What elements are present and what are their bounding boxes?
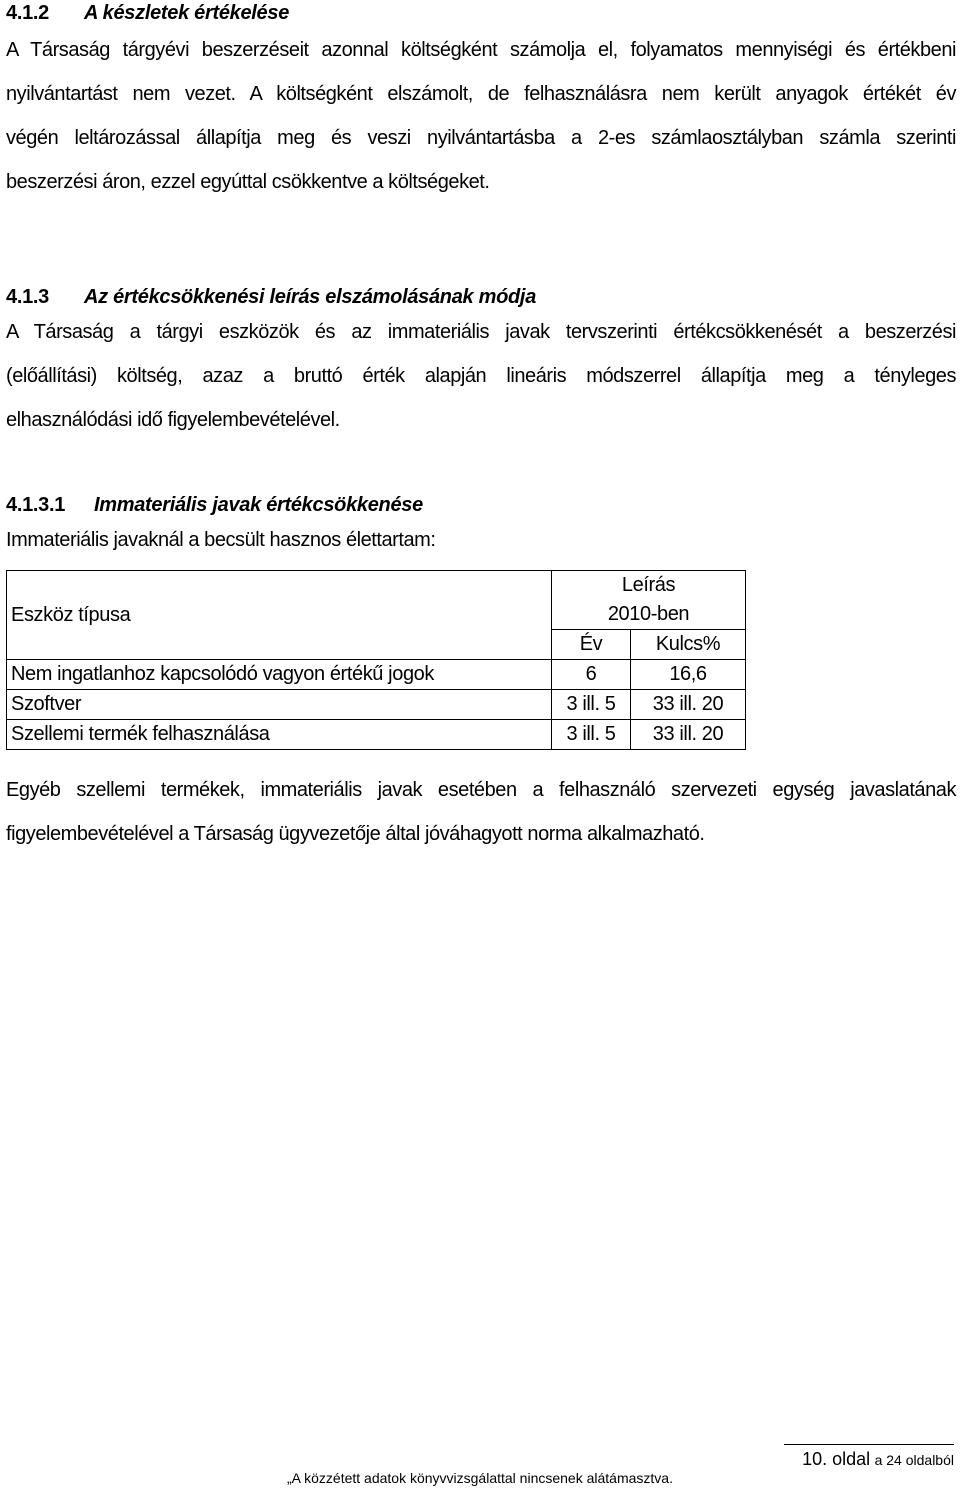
section-number: 4.1.2 (6, 2, 49, 24)
header-write-off-line1: Leírás (621, 574, 676, 596)
header-asset-type: Eszköz típusa (7, 571, 552, 660)
cell-year: 3 ill. 5 (552, 690, 631, 720)
cell-asset-type: Szoftver (7, 690, 552, 720)
paragraph-line: végén leltározással állapítja meg és veszi nyilvántartásba a 2-es számlaosztályban számla szerinti (6, 127, 956, 149)
header-rate: Kulcs% (631, 630, 746, 660)
paragraph-line: (előállítási) költség, azaz a bruttó érték alapján lineáris módszerrel állapítja meg a tényleges (6, 365, 956, 387)
section-heading-4-1-2 (6, 2, 289, 25)
cell-year: 6 (552, 660, 631, 690)
paragraph-inventory-valuation (6, 28, 956, 204)
cell-asset-type: Nem ingatlanhoz kapcsolódó vagyon értékű jogok (7, 660, 552, 690)
paragraph-line: A Társaság a tárgyi eszközök és az immateriális javak tervszerinti értékcsökkenését a beszerzési (6, 321, 956, 343)
paragraph-line: figyelembevételével a Társaság ügyvezetője által jóváhagyott norma alkalmazható. (6, 823, 705, 845)
section-title: Immateriális javak értékcsökkenése (94, 494, 423, 516)
cell-year: 3 ill. 5 (552, 720, 631, 750)
intro-text: Immateriális javaknál a becsült hasznos élettartam: (6, 529, 436, 551)
header-write-off (552, 571, 746, 630)
table-header-row (7, 571, 746, 630)
section-title: Az értékcsökkenési leírás elszámolásának módja (84, 286, 537, 308)
page-of: a 24 oldalból (874, 1452, 954, 1468)
section-heading-4-1-3-1 (6, 494, 423, 517)
cell-asset-type: Szellemi termék felhasználása (7, 720, 552, 750)
useful-life-table (6, 570, 746, 750)
section-heading-4-1-3 (6, 286, 536, 309)
header-year: Év (552, 630, 631, 660)
paragraph-closing (6, 768, 956, 856)
section-title: A készletek értékelése (84, 2, 290, 24)
paragraph-intro (6, 520, 956, 560)
section-number: 4.1.3.1 (6, 494, 66, 516)
paragraph-line: nyilvántartást nem vezet. A költségként elszámolt, de felhasználásra nem került anyagok értékét év (6, 83, 956, 105)
paragraph-line: beszerzési áron, ezzel egyúttal csökkentve a költségeket. (6, 171, 490, 193)
cell-rate: 16,6 (631, 660, 746, 690)
table-row (7, 690, 746, 720)
paragraph-depreciation-method (6, 310, 956, 442)
paragraph-line: Egyéb szellemi termékek, immateriális javak esetében a felhasználó szervezeti egység javaslatának (6, 779, 956, 801)
section-number: 4.1.3 (6, 286, 49, 308)
cell-rate: 33 ill. 20 (631, 720, 746, 750)
header-write-off-line2: 2010-ben (607, 603, 690, 625)
table-row (7, 720, 746, 750)
footer-note: „A közzétett adatok könyvvizsgálattal nincsenek alátámasztva. (287, 1470, 673, 1486)
cell-rate: 33 ill. 20 (631, 690, 746, 720)
paragraph-line: elhasználódási idő figyelembevételével. (6, 409, 340, 431)
table-row (7, 660, 746, 690)
page-number (784, 1444, 954, 1470)
page-num: 10. oldal (802, 1449, 871, 1469)
paragraph-line: A Társaság tárgyévi beszerzéseit azonnal költségként számolja el, folyamatos mennyiségi és értékbeni (6, 39, 956, 61)
